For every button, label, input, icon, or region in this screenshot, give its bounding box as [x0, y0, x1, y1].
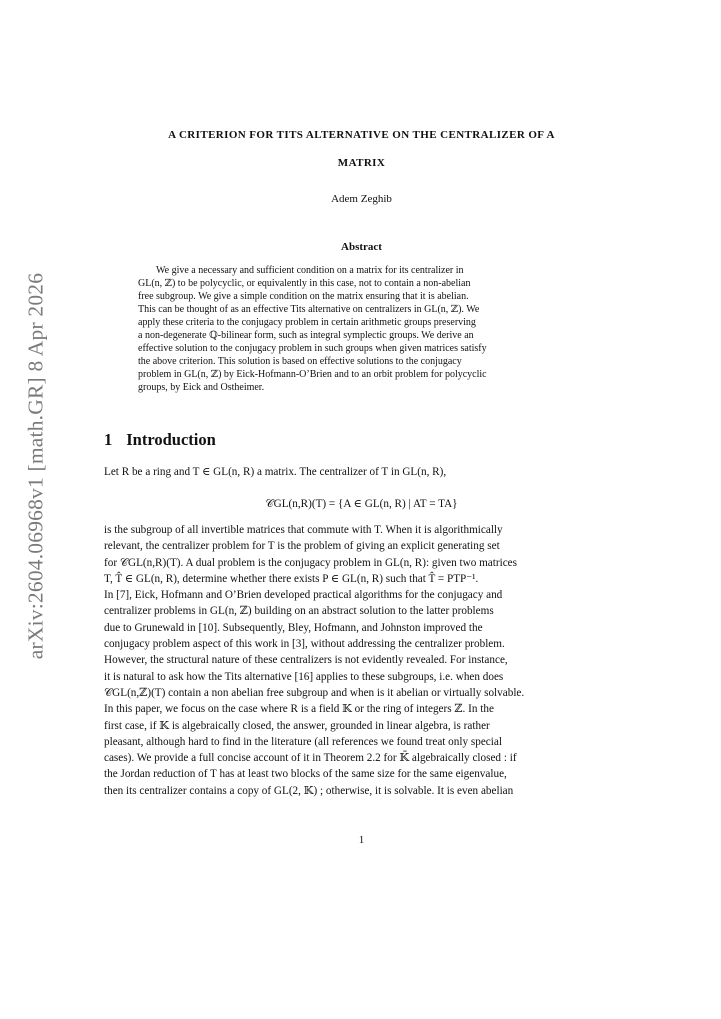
abstract-heading: Abstract [341, 241, 382, 253]
centralizer-equation: 𝒞GL(n,R)(T) = {A ∈ GL(n, R) | AT = TA} [265, 498, 458, 510]
body-line: the Jordan reduction of T has at least two blocks of the same size for the same eigenvalue, [104, 768, 507, 781]
arxiv-stamp [23, 272, 48, 660]
body-line: due to Grunewald in [10]. Subsequently, Bley, Hofmann, and Johnston improved the [104, 621, 483, 634]
page-number: 1 [358, 834, 365, 846]
abstract-body [138, 264, 586, 394]
arxiv-stamp-text: arXiv:2604.06968v1 [math.GR] 8 Apr 2026 [23, 272, 48, 660]
paper-title-line-2: MATRIX [337, 157, 386, 169]
abstract-line: free subgroup. We give a simple condition on the matrix ensuring that it is abelian. [138, 291, 469, 302]
body-line: is the subgroup of all invertible matrices that commute with T. When it is algorithmically [104, 524, 503, 536]
abstract-line: We give a necessary and sufficient condition on a matrix for its centralizer in [156, 265, 464, 276]
abstract-line: GL(n, ℤ) to be polycyclic, or equivalently in this case, not to contain a non-abelian [138, 278, 471, 289]
section-title: Introduction [126, 430, 216, 449]
body-line: it is natural to ask how the Tits alternative [16] applies to these subgroups, i.e. when does [104, 670, 504, 683]
abstract-line: groups, by Eick and Ostheimer. [138, 382, 265, 393]
section-number: 1 [104, 430, 113, 449]
paper-title-line-1: A CRITERION FOR TITS ALTERNATIVE ON THE CENTRALIZER OF A [168, 129, 555, 141]
body-line: centralizer problems in GL(n, ℤ) building on an abstract solution to the latter problems [104, 605, 494, 618]
abstract-line: problem in GL(n, ℤ) by Eick-Hofmann-O’Brien and to an orbit problem for polycyclic [138, 369, 487, 380]
abstract-line: the above criterion. This solution is based on effective solutions to the conjugacy [138, 356, 462, 367]
body-line: In [7], Eick, Hofmann and O’Brien developed practical algorithms for the conjugacy and [104, 589, 503, 602]
body-line: pleasant, although hard to find in the literature (all references we found treat only special [104, 735, 502, 748]
abstract-line: a non-degenerate ℚ-bilinear form, such as integral symplectic groups. We derive an [138, 330, 474, 341]
intro-paragraph [104, 464, 619, 480]
body-line: 𝒞GL(n,ℤ)(T) contain a non abelian free subgroup and when is it abelian or virtually solvable. [104, 686, 525, 699]
abstract-line: apply these criteria to the conjugacy problem in certain arithmetic groups preserving [138, 317, 476, 328]
body-line: then its centralizer contains a copy of GL(2, 𝕂) ; otherwise, it is solvable. It is even abelian [104, 784, 514, 797]
body-line: Let R be a ring and T ∈ GL(n, R) a matrix. The centralizer of T in GL(n, R), [104, 466, 447, 478]
body-line: for 𝒞GL(n,R)(T). A dual problem is the conjugacy problem in GL(n, R): given two matrices [104, 556, 517, 569]
abstract-line: This can be thought of as an effective Tits alternative on centralizers in GL(n, ℤ). We [138, 304, 480, 315]
body-line: first case, if 𝕂 is algebraically closed, the answer, grounded in linear algebra, is rather [104, 719, 490, 732]
body-text [104, 522, 619, 799]
section-heading [104, 430, 216, 450]
body-line: T, T̂ ∈ GL(n, R), determine whether there exists P ∈ GL(n, R) such that T̂ = PTP⁻¹. [104, 572, 479, 585]
body-line: conjugacy problem aspect of this work in [3], without addressing the centralizer problem. [104, 638, 505, 651]
body-line: In this paper, we focus on the case where R is a field 𝕂 or the ring of integers ℤ. In the [104, 703, 494, 716]
abstract-line: effective solution to the conjugacy problem in such groups when given matrices satisfy [138, 343, 487, 354]
body-line: relevant, the centralizer problem for T is the problem of giving an explicit generating set [104, 540, 500, 553]
body-line: cases). We provide a full concise account of it in Theorem 2.2 for 𝕂̄ algebraically closed : if [104, 752, 517, 765]
body-line: However, the structural nature of these centralizers is not evidently revealed. For instance, [104, 654, 508, 667]
author-name: Adem Zeghib [331, 193, 392, 205]
